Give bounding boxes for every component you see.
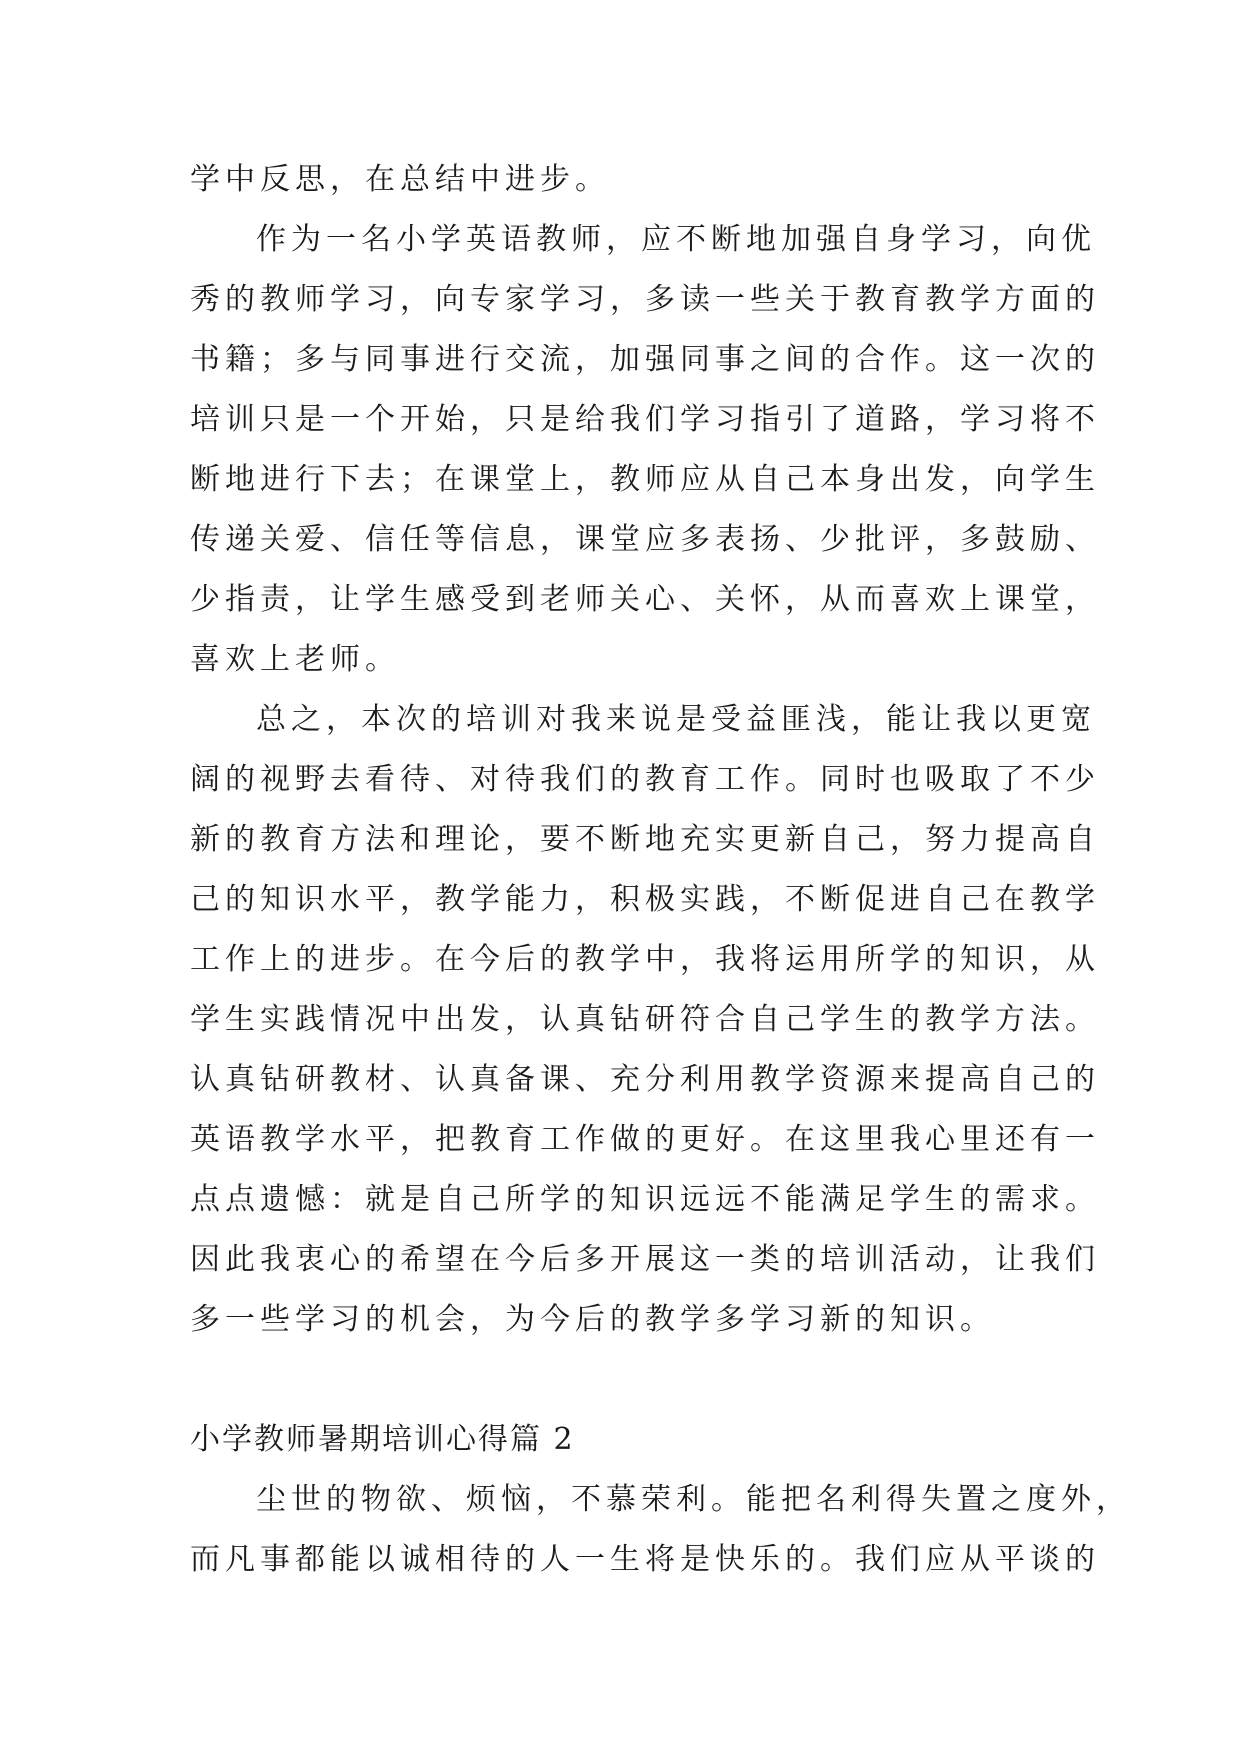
text-line: 喜欢上老师。 bbox=[190, 642, 400, 677]
paragraph-summary bbox=[190, 690, 1100, 1350]
paragraph-english-teacher bbox=[190, 210, 1100, 690]
text-line: 断地进行下去；在课堂上，教师应从自己本身出发，向学生 bbox=[190, 462, 1100, 497]
text-line: 少指责，让学生感受到老师关心、关怀，从而喜欢上课堂， bbox=[190, 582, 1100, 617]
text-line: 英语教学水平，把教育工作做的更好。在这里我心里还有一 bbox=[190, 1122, 1100, 1157]
text-line: 己的知识水平，教学能力，积极实践，不断促进自己在教学 bbox=[190, 882, 1100, 917]
text-line: 书籍；多与同事进行交流，加强同事之间的合作。这一次的 bbox=[190, 342, 1100, 377]
text-line: 总之，本次的培训对我来说是受益匪浅，能让我以更宽 bbox=[256, 702, 1096, 737]
text-line: 培训只是一个开始，只是给我们学习指引了道路，学习将不 bbox=[190, 402, 1100, 437]
text-line: 学中反思，在总结中进步。 bbox=[190, 162, 610, 197]
paragraph-continuation bbox=[190, 150, 1060, 210]
text-line: 阔的视野去看待、对待我们的教育工作。同时也吸取了不少 bbox=[190, 762, 1100, 797]
section-heading: 小学教师暑期培训心得篇 2 bbox=[190, 1422, 575, 1457]
text-line: 学生实践情况中出发，认真钻研符合自己学生的教学方法。 bbox=[190, 1002, 1100, 1037]
paragraph-section2-opening bbox=[190, 1470, 1131, 1590]
text-line: 因此我衷心的希望在今后多开展这一类的培训活动，让我们 bbox=[190, 1242, 1100, 1277]
document-page bbox=[190, 150, 1131, 1590]
text-line: 多一些学习的机会，为今后的教学多学习新的知识。 bbox=[190, 1302, 995, 1337]
text-line: 工作上的进步。在今后的教学中，我将运用所学的知识，从 bbox=[190, 942, 1100, 977]
text-line: 尘世的物欲、烦恼，不慕荣利。能把名利得失置之度外， bbox=[256, 1482, 1131, 1517]
text-line: 传递关爱、信任等信息，课堂应多表扬、少批评，多鼓励、 bbox=[190, 522, 1100, 557]
text-line: 点点遗憾：就是自己所学的知识远远不能满足学生的需求。 bbox=[190, 1182, 1100, 1217]
text-line: 认真钻研教材、认真备课、充分利用教学资源来提高自己的 bbox=[190, 1062, 1100, 1097]
text-line: 秀的教师学习，向专家学习，多读一些关于教育教学方面的 bbox=[190, 282, 1100, 317]
text-line: 而凡事都能以诚相待的人一生将是快乐的。我们应从平谈的 bbox=[190, 1542, 1100, 1577]
text-line: 新的教育方法和理论，要不断地充实更新自己，努力提高自 bbox=[190, 822, 1100, 857]
text-line: 作为一名小学英语教师，应不断地加强自身学习，向优 bbox=[256, 222, 1096, 257]
